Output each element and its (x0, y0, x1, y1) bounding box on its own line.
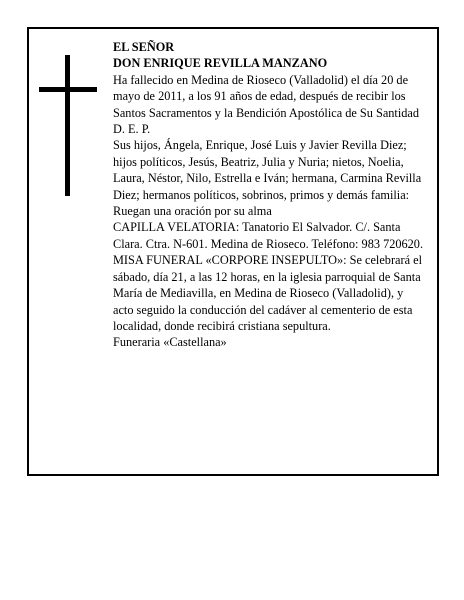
notice-rip: D. E. P. (113, 122, 151, 137)
cross-vertical-bar (65, 55, 70, 196)
notice-funeral-home: Funeraria «Castellana» (113, 335, 227, 350)
cross-horizontal-bar (39, 87, 97, 92)
notice-deceased-name: DON ENRIQUE REVILLA MANZANO (113, 56, 328, 71)
obituary-text (113, 39, 425, 351)
notice-chapel-info: CAPILLA VELATORIA: Tanatorio El Salvador. C/. Santa Clara. Ctra. N-601. Medina de Rioseco. Teléfono: 983 720620. (113, 220, 424, 251)
notice-death-announcement: Ha fallecido en Medina de Rioseco (Valladolid) el día 20 de mayo de 2011, a los 91 años de edad, después de recibir los Santos Sacramentos y la Bendición Apostólica de Su Santidad (113, 72, 420, 120)
notice-family-list: Sus hijos, Ángela, Enrique, José Luis y Javier Revilla Diez; hijos políticos, Jesús, Beatriz, Julia y Nuria; nietos, Noelia, Laura, Néstor, Nilo, Estrella e Iván; hermana, Carmina Revilla Diez; hermanos políticos, sobrinos, primos y demás familia: (113, 138, 422, 202)
notice-prayer-request: Ruegan una oración por su alma (113, 204, 272, 219)
notice-title-line-1: EL SEÑOR (113, 40, 175, 54)
notice-funeral-mass-info: MISA FUNERAL «CORPORE INSEPULTO»: Se celebrará el sábado, día 21, a las 12 horas, en la iglesia parroquial de Santa María de Mediavilla, en Medina de Rioseco (Valladolid), y acto seguido la conducción del cadáver al cementerio de esta localidad, donde recibirá cristiana sepultura. (113, 253, 423, 333)
